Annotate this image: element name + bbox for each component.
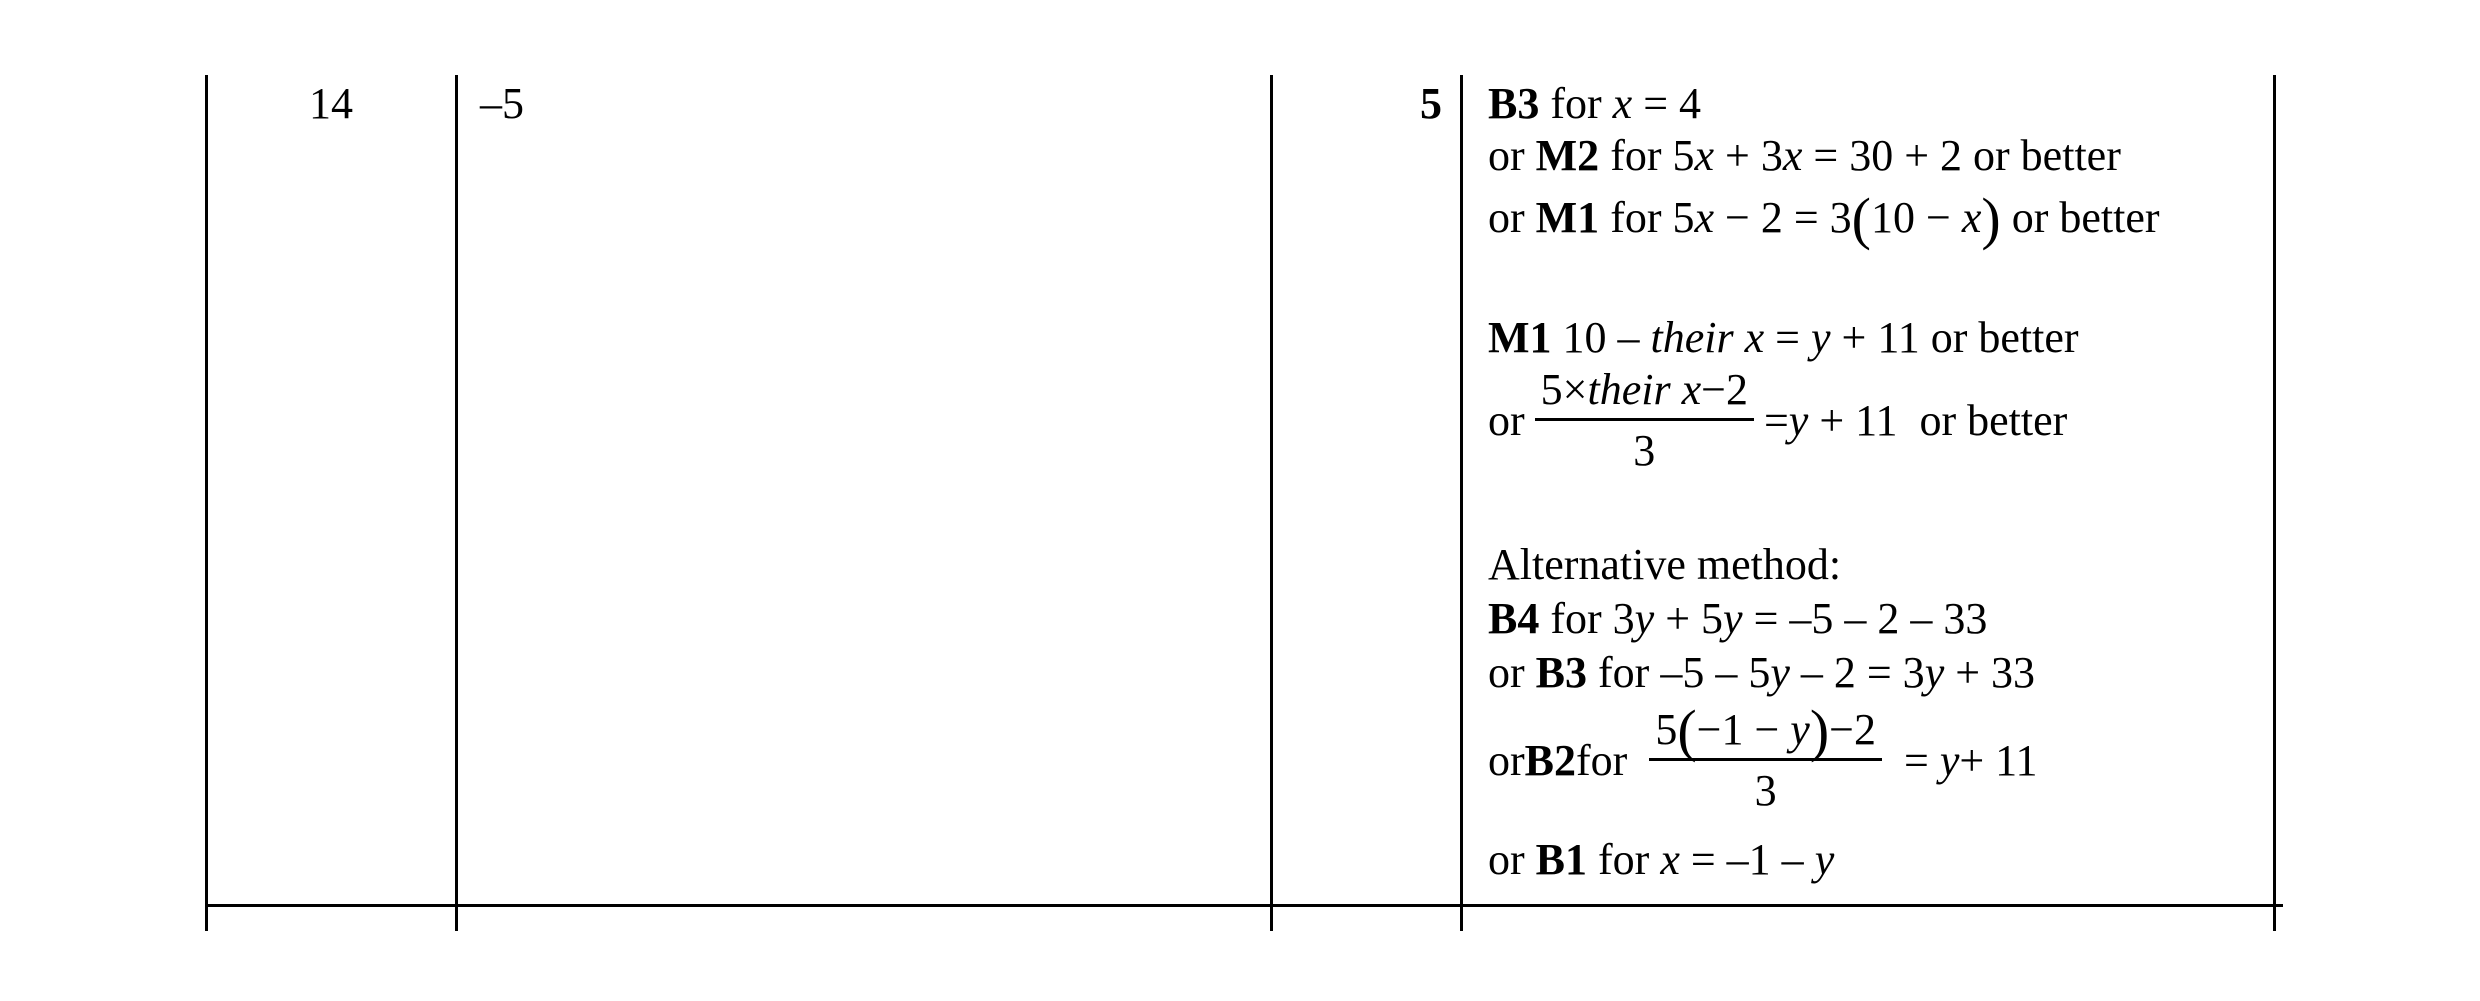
answer-cell: –5: [480, 79, 524, 128]
table-row-bottom-border: [205, 904, 2283, 907]
table-divider-2: [1270, 75, 1273, 931]
mark-code: B3: [1535, 648, 1588, 697]
guidance-line-9: or B2 for $\frac{5(-1 - y)-2}{3}$ = y + 11: [1488, 698, 2038, 815]
table-divider-1: [455, 75, 458, 931]
guidance-line-6: Alternative method:: [1488, 540, 1842, 589]
mark-code: B1: [1535, 835, 1588, 884]
mark-code: B2: [1524, 735, 1577, 785]
question-number: 14: [309, 79, 353, 128]
mark-code: M1: [1535, 193, 1600, 242]
table-border-right: [2273, 75, 2276, 931]
guidance-line-4: M1 10 – their x = y + 11 or better: [1488, 313, 2079, 362]
guidance-line-2: or M2 for 5x + 3x = 30 + 2 or better: [1488, 131, 2121, 180]
table-border-left: [205, 75, 208, 931]
guidance-line-3: or M1 for 5x − 2 = 3(10 − x) or better: [1488, 186, 2160, 251]
marks-cell: 5: [1420, 79, 1442, 128]
mark-code: M2: [1535, 131, 1600, 180]
mark-code: B3: [1488, 79, 1540, 128]
fraction: $\frac{5(-1 - y)-2}{3}$: [1649, 708, 1882, 813]
mark-code: B4: [1488, 594, 1540, 643]
mark-code: M1: [1488, 313, 1552, 362]
guidance-line-7: B4 for 3y + 5y = –5 – 2 – 33: [1488, 594, 1988, 643]
guidance-line-5: or $\frac{\text{5×their x−2}}{3}$ = y + 11 or better: [1488, 365, 2068, 475]
table-divider-3: [1460, 75, 1463, 931]
fraction: $\frac{\text{5×their x−2}}{3}$: [1535, 368, 1754, 473]
guidance-line-10: or B1 for x = –1 – y: [1488, 835, 1835, 884]
guidance-line-1: B3 for x = 4: [1488, 79, 1702, 128]
guidance-line-8: or B3 for –5 – 5y – 2 = 3y + 33: [1488, 648, 2036, 697]
